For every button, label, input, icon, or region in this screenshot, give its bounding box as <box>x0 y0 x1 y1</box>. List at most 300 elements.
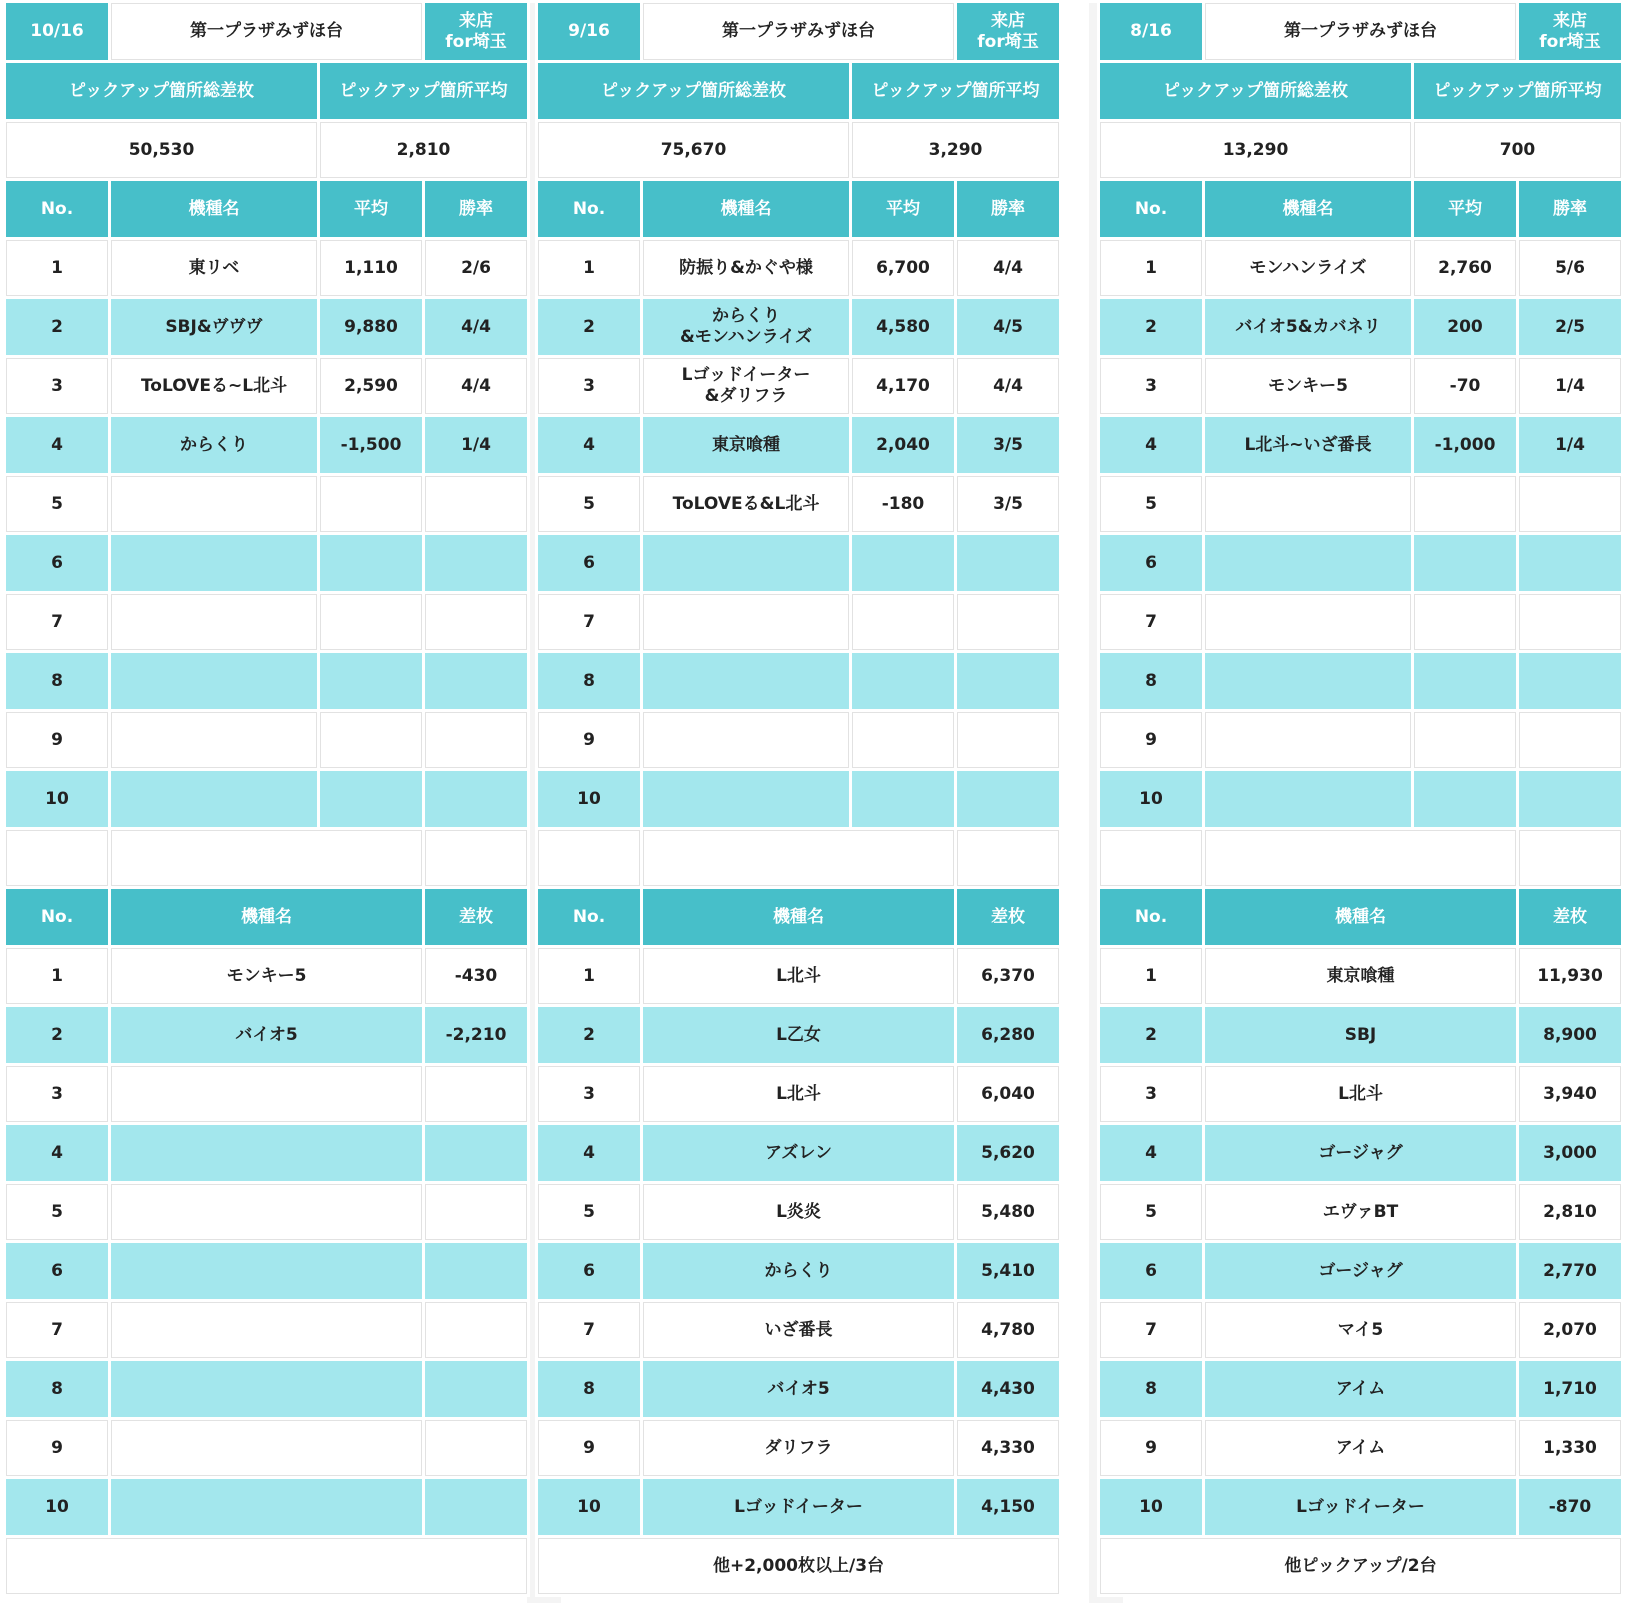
no-header: No. <box>1100 181 1202 237</box>
avg-value: 4,170 <box>852 358 954 414</box>
row-no: 5 <box>6 476 108 532</box>
row-no: 6 <box>6 535 108 591</box>
visit-label: 来店 for埼玉 <box>1519 3 1621 60</box>
ranking-header-row <box>538 889 1059 945</box>
ranking-row <box>1100 1243 1621 1299</box>
machine-name: アイム <box>1205 1420 1516 1476</box>
row-no: 4 <box>6 1125 108 1181</box>
ranking-row <box>1100 1007 1621 1063</box>
pickup-row <box>538 299 1059 355</box>
diff-value: 6,280 <box>957 1007 1059 1063</box>
machine-name <box>1205 594 1411 650</box>
ranking-header-row <box>6 889 527 945</box>
avg-value <box>1414 476 1516 532</box>
ranking-row <box>538 1184 1059 1240</box>
diff-value: 4,150 <box>957 1479 1059 1535</box>
diff-value: 2,770 <box>1519 1243 1621 1299</box>
machine-name <box>111 476 317 532</box>
footer-note: 他+2,000枚以上/3台 <box>538 1538 1059 1594</box>
pickup-row <box>6 358 527 414</box>
diff-value: 4,430 <box>957 1361 1059 1417</box>
diff-value: 3,940 <box>1519 1066 1621 1122</box>
machine-name <box>1205 535 1411 591</box>
header-row <box>538 3 1059 60</box>
total-diff-value: 75,670 <box>538 122 849 178</box>
pickup-row <box>6 476 527 532</box>
machine-name: L北斗~いざ番長 <box>1205 417 1411 473</box>
win-rate-value: 3/5 <box>957 476 1059 532</box>
win-rate-value <box>425 712 527 768</box>
diff-value <box>425 1125 527 1181</box>
win-rate-value: 1/4 <box>425 417 527 473</box>
avg-value <box>1414 653 1516 709</box>
ranking-row <box>6 1184 527 1240</box>
pickup-row <box>6 712 527 768</box>
row-no: 5 <box>1100 1184 1202 1240</box>
machine-name: 東京喰種 <box>1205 948 1516 1004</box>
avg-per-spot-label: ピックアップ箇所平均 <box>1414 63 1621 119</box>
machine-name: Lゴッドイーター &ダリフラ <box>643 358 849 414</box>
machine-name: SBJ&ヴヴヴ <box>111 299 317 355</box>
win-rate-value <box>957 535 1059 591</box>
pickup-row <box>538 476 1059 532</box>
pickup-row <box>1100 712 1621 768</box>
win-rate-value <box>957 653 1059 709</box>
diff-value <box>425 1302 527 1358</box>
spacer-cell <box>957 830 1059 886</box>
row-no: 6 <box>538 1243 640 1299</box>
row-no: 6 <box>1100 1243 1202 1299</box>
no-header: No. <box>6 889 108 945</box>
pickup-row <box>538 535 1059 591</box>
row-no: 1 <box>6 948 108 1004</box>
date-cell: 8/16 <box>1100 3 1202 60</box>
row-no: 7 <box>538 1302 640 1358</box>
total-diff-label: ピックアップ箇所総差枚 <box>1100 63 1411 119</box>
machine-name <box>111 1125 422 1181</box>
machine-header: 機種名 <box>643 181 849 237</box>
pickup-row <box>1100 358 1621 414</box>
row-no: 1 <box>538 240 640 296</box>
ranking-row <box>6 1007 527 1063</box>
diff-value: -2,210 <box>425 1007 527 1063</box>
row-no: 6 <box>6 1243 108 1299</box>
machine-name: マイ5 <box>1205 1302 1516 1358</box>
visit-label: 来店 for埼玉 <box>957 3 1059 60</box>
avg-value <box>852 712 954 768</box>
store-name: 第一プラザみずほ台 <box>643 3 954 60</box>
ranking-row <box>1100 1361 1621 1417</box>
summary-value-row <box>6 122 527 178</box>
row-no: 1 <box>1100 948 1202 1004</box>
avg-per-spot-label: ピックアップ箇所平均 <box>320 63 527 119</box>
diff-value: 4,780 <box>957 1302 1059 1358</box>
ranking-row <box>6 1420 527 1476</box>
row-no: 5 <box>538 476 640 532</box>
row-no: 3 <box>1100 358 1202 414</box>
avg-header: 平均 <box>320 181 422 237</box>
diff-value <box>425 1479 527 1535</box>
footer-note <box>6 1538 527 1594</box>
machine-name: モンキー5 <box>1205 358 1411 414</box>
avg-value <box>1414 712 1516 768</box>
row-no: 4 <box>538 417 640 473</box>
machine-name <box>111 1184 422 1240</box>
win-rate-value: 5/6 <box>1519 240 1621 296</box>
ranking-row <box>538 1243 1059 1299</box>
footer-row <box>538 1538 1059 1594</box>
row-no: 10 <box>6 771 108 827</box>
spacer-row <box>538 830 1059 886</box>
machine-name: アイム <box>1205 1361 1516 1417</box>
win-rate-value: 2/5 <box>1519 299 1621 355</box>
machine-name: 東京喰種 <box>643 417 849 473</box>
summary-value-row <box>1100 122 1621 178</box>
machine-name: ToLOVEる~L北斗 <box>111 358 317 414</box>
diff-value: 5,480 <box>957 1184 1059 1240</box>
ranking-row <box>538 1361 1059 1417</box>
machine-name <box>111 653 317 709</box>
row-no: 3 <box>538 358 640 414</box>
win-rate-value: 3/5 <box>957 417 1059 473</box>
machine-name: バイオ5 <box>643 1361 954 1417</box>
row-no: 1 <box>1100 240 1202 296</box>
machine-name: アズレン <box>643 1125 954 1181</box>
pickup-row <box>1100 299 1621 355</box>
row-no: 9 <box>6 1420 108 1476</box>
machine-name <box>111 712 317 768</box>
row-no: 7 <box>538 594 640 650</box>
header-row <box>1100 3 1621 60</box>
row-no: 8 <box>6 1361 108 1417</box>
machine-name <box>111 771 317 827</box>
footer-row <box>6 1538 527 1594</box>
machine-name: ToLOVEる&L北斗 <box>643 476 849 532</box>
win-rate-value: 2/6 <box>425 240 527 296</box>
machine-name <box>643 653 849 709</box>
avg-value <box>1414 594 1516 650</box>
spacer-cell <box>643 830 954 886</box>
avg-per-spot-value: 700 <box>1414 122 1621 178</box>
avg-value <box>852 535 954 591</box>
ranking-header-row <box>1100 889 1621 945</box>
win-rate-value: 4/4 <box>957 240 1059 296</box>
pickup-row <box>1100 771 1621 827</box>
pickup-row <box>538 594 1059 650</box>
avg-value <box>320 712 422 768</box>
row-no: 8 <box>1100 653 1202 709</box>
avg-value: 2,760 <box>1414 240 1516 296</box>
avg-value: -1,000 <box>1414 417 1516 473</box>
spacer-cell <box>1100 830 1202 886</box>
avg-value <box>1414 771 1516 827</box>
row-no: 4 <box>538 1125 640 1181</box>
diff-value: 1,710 <box>1519 1361 1621 1417</box>
avg-value: 2,590 <box>320 358 422 414</box>
pickup-row <box>538 712 1059 768</box>
ranking-row <box>1100 1479 1621 1535</box>
row-no: 3 <box>538 1066 640 1122</box>
machine-name: L北斗 <box>643 1066 954 1122</box>
machine-header: 機種名 <box>643 889 954 945</box>
machine-name <box>111 1302 422 1358</box>
ranking-row <box>1100 1184 1621 1240</box>
avg-value: -70 <box>1414 358 1516 414</box>
row-no: 7 <box>1100 594 1202 650</box>
pickup-row <box>1100 240 1621 296</box>
total-diff-label: ピックアップ箇所総差枚 <box>538 63 849 119</box>
machine-name: Lゴッドイーター <box>643 1479 954 1535</box>
diff-value: 5,410 <box>957 1243 1059 1299</box>
win-rate-value <box>1519 535 1621 591</box>
win-rate-value <box>957 712 1059 768</box>
row-no: 9 <box>538 1420 640 1476</box>
machine-header: 機種名 <box>111 181 317 237</box>
pickup-row <box>538 358 1059 414</box>
row-no: 3 <box>1100 1066 1202 1122</box>
row-no: 3 <box>6 1066 108 1122</box>
machine-name <box>643 771 849 827</box>
win-rate-value <box>1519 476 1621 532</box>
date-table-8-16 <box>1097 0 1624 1597</box>
row-no: 1 <box>538 948 640 1004</box>
avg-value <box>852 653 954 709</box>
pickup-row <box>538 240 1059 296</box>
machine-name <box>111 535 317 591</box>
ranking-row <box>538 1125 1059 1181</box>
diff-value: 3,000 <box>1519 1125 1621 1181</box>
spacer-cell <box>538 830 640 886</box>
ranking-row <box>538 1066 1059 1122</box>
ranking-row <box>1100 1302 1621 1358</box>
summary-header-row <box>538 63 1059 119</box>
pickup-row <box>1100 417 1621 473</box>
machine-name <box>111 1420 422 1476</box>
pickup-row <box>1100 535 1621 591</box>
spacer-row <box>6 830 527 886</box>
ranking-row <box>538 1007 1059 1063</box>
avg-value <box>320 594 422 650</box>
win-rate-value <box>957 771 1059 827</box>
pickup-row <box>1100 594 1621 650</box>
spacer-cell <box>111 830 422 886</box>
pickup-row <box>6 653 527 709</box>
header-row <box>6 3 527 60</box>
spacer-cell <box>6 830 108 886</box>
win-rate-value: 4/4 <box>425 299 527 355</box>
ranking-row <box>1100 1420 1621 1476</box>
diff-value: 4,330 <box>957 1420 1059 1476</box>
machine-name: からくり &モンハンライズ <box>643 299 849 355</box>
machine-name: からくり <box>111 417 317 473</box>
ranking-row <box>6 1125 527 1181</box>
avg-value <box>852 594 954 650</box>
avg-value: 9,880 <box>320 299 422 355</box>
win-rate-value <box>1519 594 1621 650</box>
row-no: 9 <box>538 712 640 768</box>
row-no: 2 <box>6 1007 108 1063</box>
visit-label: 来店 for埼玉 <box>425 3 527 60</box>
avg-header: 平均 <box>1414 181 1516 237</box>
ranking-row <box>538 1420 1059 1476</box>
diff-value: 5,620 <box>957 1125 1059 1181</box>
avg-value <box>320 653 422 709</box>
diff-value <box>425 1243 527 1299</box>
diff-value <box>425 1184 527 1240</box>
diff-value: 6,370 <box>957 948 1059 1004</box>
machine-name: SBJ <box>1205 1007 1516 1063</box>
machine-name: エヴァBT <box>1205 1184 1516 1240</box>
total-diff-value: 50,530 <box>6 122 317 178</box>
ranking-row <box>6 1243 527 1299</box>
machine-name: バイオ5&カバネリ <box>1205 299 1411 355</box>
footer-note: 他ピックアップ/2台 <box>1100 1538 1621 1594</box>
row-no: 4 <box>6 417 108 473</box>
row-no: 10 <box>538 1479 640 1535</box>
summary-value-row <box>538 122 1059 178</box>
pickup-row <box>6 240 527 296</box>
row-no: 9 <box>6 712 108 768</box>
row-no: 7 <box>6 1302 108 1358</box>
pickup-row <box>6 299 527 355</box>
machine-header: 機種名 <box>1205 181 1411 237</box>
row-no: 2 <box>538 1007 640 1063</box>
ranking-row <box>1100 1066 1621 1122</box>
row-no: 5 <box>538 1184 640 1240</box>
row-no: 6 <box>538 535 640 591</box>
no-header: No. <box>538 889 640 945</box>
row-no: 10 <box>1100 771 1202 827</box>
diff-header: 差枚 <box>957 889 1059 945</box>
summary-header-row <box>1100 63 1621 119</box>
diff-value: 2,810 <box>1519 1184 1621 1240</box>
avg-value <box>320 535 422 591</box>
avg-per-spot-value: 2,810 <box>320 122 527 178</box>
win-rate-value: 4/5 <box>957 299 1059 355</box>
machine-name: Lゴッドイーター <box>1205 1479 1516 1535</box>
avg-value <box>852 771 954 827</box>
row-no: 10 <box>1100 1479 1202 1535</box>
win-rate-value <box>425 653 527 709</box>
row-no: 7 <box>1100 1302 1202 1358</box>
pickup-header-row <box>538 181 1059 237</box>
win-rate-value <box>957 594 1059 650</box>
machine-name <box>1205 771 1411 827</box>
machine-header: 機種名 <box>1205 889 1516 945</box>
spacer-row <box>1100 830 1621 886</box>
machine-name: L北斗 <box>643 948 954 1004</box>
machine-name: モンキー5 <box>111 948 422 1004</box>
machine-name <box>111 594 317 650</box>
row-no: 2 <box>538 299 640 355</box>
ranking-row <box>6 1361 527 1417</box>
win-rate-value <box>425 594 527 650</box>
win-rate-value <box>1519 653 1621 709</box>
machine-name: L北斗 <box>1205 1066 1516 1122</box>
machine-name <box>1205 653 1411 709</box>
diff-header: 差枚 <box>425 889 527 945</box>
row-no: 3 <box>6 358 108 414</box>
machine-name <box>111 1479 422 1535</box>
win-rate-value <box>425 771 527 827</box>
store-name: 第一プラザみずほ台 <box>1205 3 1516 60</box>
win-rate-value: 4/4 <box>425 358 527 414</box>
machine-name: 東リベ <box>111 240 317 296</box>
pickup-row <box>6 535 527 591</box>
diff-value <box>425 1066 527 1122</box>
row-no: 8 <box>1100 1361 1202 1417</box>
pickup-row <box>538 771 1059 827</box>
row-no: 7 <box>6 594 108 650</box>
no-header: No. <box>6 181 108 237</box>
pickup-row <box>6 771 527 827</box>
avg-value <box>320 771 422 827</box>
pickup-header-row <box>6 181 527 237</box>
avg-per-spot-label: ピックアップ箇所平均 <box>852 63 1059 119</box>
machine-name: L乙女 <box>643 1007 954 1063</box>
row-no: 1 <box>6 240 108 296</box>
total-diff-value: 13,290 <box>1100 122 1411 178</box>
machine-name: ダリフラ <box>643 1420 954 1476</box>
machine-name: バイオ5 <box>111 1007 422 1063</box>
spacer-cell <box>425 830 527 886</box>
total-diff-label: ピックアップ箇所総差枚 <box>6 63 317 119</box>
avg-value: 4,580 <box>852 299 954 355</box>
win-rate-header: 勝率 <box>425 181 527 237</box>
machine-name <box>1205 712 1411 768</box>
machine-name <box>111 1066 422 1122</box>
ranking-row <box>538 1479 1059 1535</box>
date-cell: 10/16 <box>6 3 108 60</box>
win-rate-header: 勝率 <box>957 181 1059 237</box>
ranking-row <box>6 1066 527 1122</box>
machine-name: ゴージャグ <box>1205 1125 1516 1181</box>
diff-value <box>425 1420 527 1476</box>
ranking-row <box>538 1302 1059 1358</box>
diff-value: 2,070 <box>1519 1302 1621 1358</box>
machine-name: ゴージャグ <box>1205 1243 1516 1299</box>
win-rate-value: 1/4 <box>1519 417 1621 473</box>
row-no: 10 <box>538 771 640 827</box>
win-rate-header: 勝率 <box>1519 181 1621 237</box>
ranking-row <box>6 1302 527 1358</box>
diff-value: 8,900 <box>1519 1007 1621 1063</box>
avg-header: 平均 <box>852 181 954 237</box>
avg-value: 1,110 <box>320 240 422 296</box>
diff-value: -430 <box>425 948 527 1004</box>
avg-per-spot-value: 3,290 <box>852 122 1059 178</box>
ranking-row <box>6 948 527 1004</box>
avg-value: -1,500 <box>320 417 422 473</box>
win-rate-value <box>1519 712 1621 768</box>
machine-name <box>643 712 849 768</box>
avg-value <box>320 476 422 532</box>
row-no: 4 <box>1100 1125 1202 1181</box>
ranking-row <box>1100 948 1621 1004</box>
machine-name: いざ番長 <box>643 1302 954 1358</box>
no-header: No. <box>538 181 640 237</box>
row-no: 8 <box>6 653 108 709</box>
machine-name <box>111 1243 422 1299</box>
spacer-cell <box>1519 830 1621 886</box>
row-no: 8 <box>538 1361 640 1417</box>
pickup-row <box>1100 653 1621 709</box>
avg-value: 2,040 <box>852 417 954 473</box>
diff-value: -870 <box>1519 1479 1621 1535</box>
store-name: 第一プラザみずほ台 <box>111 3 422 60</box>
diff-value: 1,330 <box>1519 1420 1621 1476</box>
win-rate-value: 4/4 <box>957 358 1059 414</box>
